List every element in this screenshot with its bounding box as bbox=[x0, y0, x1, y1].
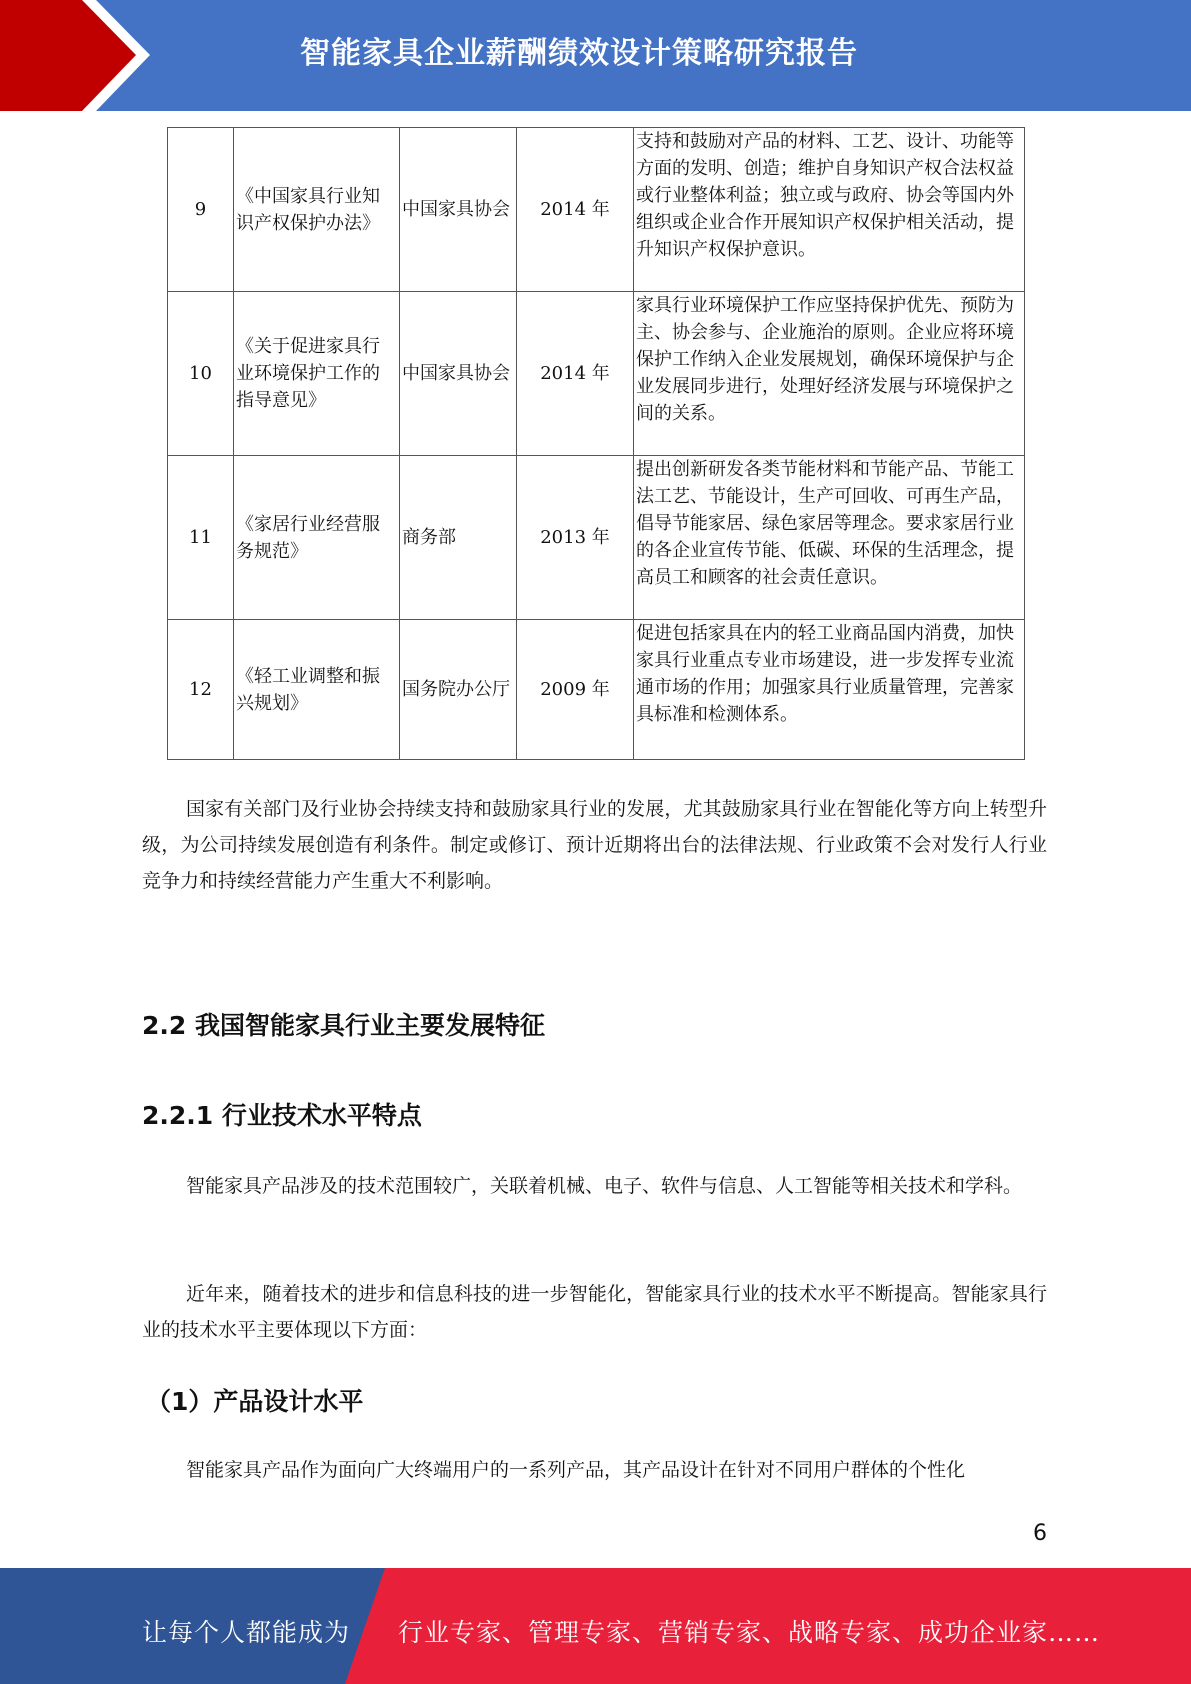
body-paragraph-tech-scope: 智能家具产品涉及的技术范围较广，关联着机械、电子、软件与信息、人工智能等相关技术和学科。 bbox=[186, 1175, 1023, 1197]
policy-issuer: 中国家具协会 bbox=[400, 128, 517, 292]
section-heading-2-2: 2.2 我国智能家具行业主要发展特征 bbox=[142, 1011, 545, 1040]
policy-issuer: 商务部 bbox=[400, 456, 517, 620]
policy-name: 《关于促进家具行业环境保护工作的指导意见》 bbox=[234, 292, 400, 456]
policy-year: 2009 年 bbox=[517, 620, 634, 760]
section-heading-2-2-1: 2.2.1 行业技术水平特点 bbox=[142, 1101, 422, 1130]
table-row bbox=[168, 620, 1025, 760]
footer-slogan-right: 行业专家、管理专家、营销专家、战略专家、成功企业家…… bbox=[398, 1618, 1101, 1647]
footer-slogan-left: 让每个人都能成为 bbox=[142, 1618, 351, 1647]
policy-description: 提出创新研发各类节能材料和节能产品、节能工法工艺、节能设计，生产可回收、可再生产品，倡导节能家居、绿色家居等理念。要求家居行业的各企业宣传节能、低碳、环保的生活理念，提高员工和顾客的社会责任意识。 bbox=[634, 456, 1025, 620]
page-header bbox=[0, 0, 1191, 111]
policy-description: 支持和鼓励对产品的材料、工艺、设计、功能等方面的发明、创造；维护自身知识产权合法权益或行业整体利益；独立或与政府、协会等国内外组织或企业合作开展知识产权保护相关活动，提升知识产权保护意识。 bbox=[634, 128, 1025, 292]
table-row bbox=[168, 128, 1025, 292]
page-footer bbox=[0, 1568, 1191, 1684]
policy-issuer: 国务院办公厅 bbox=[400, 620, 517, 760]
body-paragraph-tech-level: 近年来，随着技术的进步和信息科技的进一步智能化，智能家具行业的技术水平不断提高。智能家具行业的技术水平主要体现以下方面： bbox=[142, 1283, 1047, 1341]
table-row bbox=[168, 292, 1025, 456]
table-row bbox=[168, 456, 1025, 620]
policy-year: 2014 年 bbox=[517, 292, 634, 456]
row-number: 11 bbox=[168, 456, 234, 620]
row-number: 10 bbox=[168, 292, 234, 456]
row-number: 9 bbox=[168, 128, 234, 292]
policy-name: 《中国家具行业知识产权保护办法》 bbox=[234, 128, 400, 292]
policy-description: 促进包括家具在内的轻工业商品国内消费，加快家具行业重点专业市场建设，进一步发挥专业流通市场的作用；加强家具行业质量管理，完善家具标准和检测体系。 bbox=[634, 620, 1025, 760]
body-paragraph-product-design: 智能家具产品作为面向广大终端用户的一系列产品，其产品设计在针对不同用户群体的个性化 bbox=[186, 1459, 966, 1481]
policy-year: 2014 年 bbox=[517, 128, 634, 292]
page-number: 6 bbox=[1033, 1521, 1047, 1546]
policy-year: 2013 年 bbox=[517, 456, 634, 620]
policy-table bbox=[167, 127, 1025, 760]
policy-name: 《轻工业调整和振兴规划》 bbox=[234, 620, 400, 760]
policy-name: 《家居行业经营服务规范》 bbox=[234, 456, 400, 620]
subheading-product-design: （1）产品设计水平 bbox=[146, 1387, 364, 1416]
policy-issuer: 中国家具协会 bbox=[400, 292, 517, 456]
policy-description: 家具行业环境保护工作应坚持保护优先、预防为主、协会参与、企业施治的原则。企业应将环境保护工作纳入企业发展规划，确保环境保护与企业发展同步进行，处理好经济发展与环境保护之间的关系。 bbox=[634, 292, 1025, 456]
row-number: 12 bbox=[168, 620, 234, 760]
header-title: 智能家具企业薪酬绩效设计策略研究报告 bbox=[300, 36, 858, 71]
body-paragraph-policy-summary: 国家有关部门及行业协会持续支持和鼓励家具行业的发展，尤其鼓励家具行业在智能化等方向上转型升级，为公司持续发展创造有利条件。制定或修订、预计近期将出台的法律法规、行业政策不会对发行人行业竞争力和持续经营能力产生重大不利影响。 bbox=[142, 798, 1047, 892]
